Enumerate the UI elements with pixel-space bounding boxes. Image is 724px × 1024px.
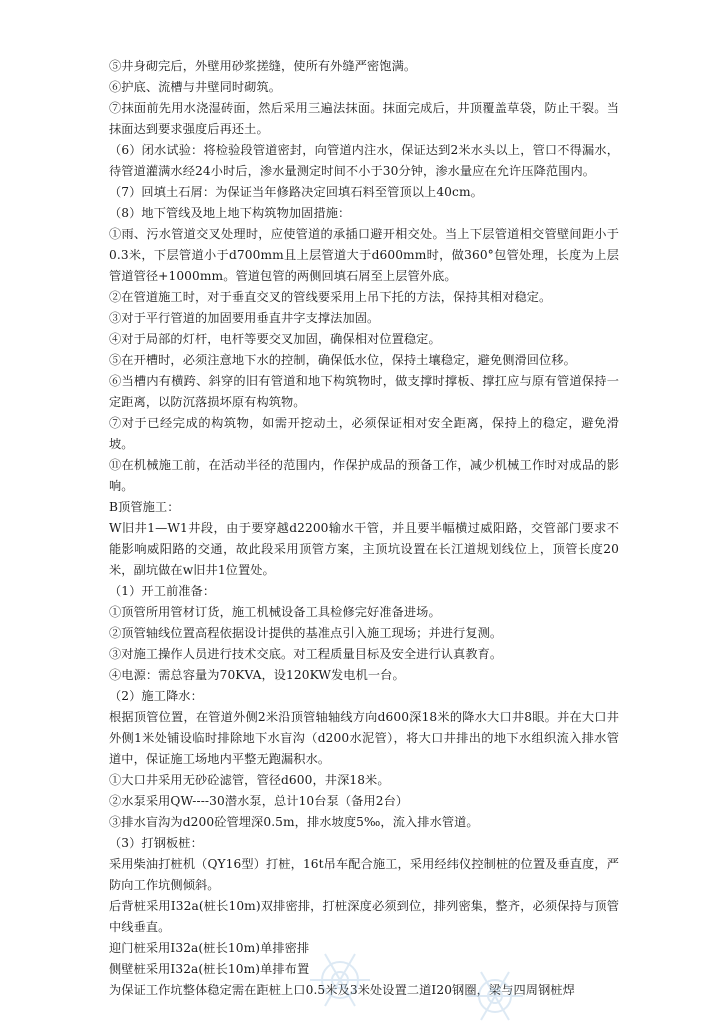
paragraph: （8）地下管线及地上地下构筑物加固措施：	[109, 206, 351, 220]
paragraph: 为保证工作坑整体稳定需在距桩上口0.5米及3米处设置二道Ⅰ20钢圈，梁与四周钢桩焊	[109, 983, 575, 997]
paragraph: B顶管施工：	[109, 500, 180, 514]
paragraph: ③对于平行管道的加固要用垂直井字支撑法加固。	[109, 311, 380, 325]
paragraph: ⑤井身砌完后，外壁用砂浆搓缝，使所有外缝严密饱满。	[109, 59, 417, 73]
paragraph: 采用柴油打桩机（QY16型）打桩，16t吊车配合施工，采用经纬仪控制桩的位置及垂直度，严防向工作坑侧倾斜。	[109, 857, 619, 892]
paragraph: 根据顶管位置，在管道外侧2米沿顶管轴轴线方向d600深18米的降水大口井8眼。并在大口井外侧1米处铺设临时排除地下水盲沟（d200水泥管），将大口井排出的地下水组织流入排水管道中，保证施工场地内平整无跑漏积水。	[109, 710, 619, 766]
paragraph: ⑪在机械施工前，在活动半径的范围内，作保护成品的预备工作，减少机械工作时对成品的影响。	[109, 458, 619, 493]
paragraph: ④对于局部的灯杆，电杆等要交叉加固，确保相对位置稳定。	[109, 332, 441, 346]
paragraph: ⑦抹面前先用水浇湿砖面，然后采用三遍法抹面。抹面完成后，井顶覆盖草袋，防止干裂。当抹面达到要求强度后再还土。	[109, 101, 619, 136]
paragraph: ④电源：需总容量为70KVA，设120KW发电机一台。	[109, 668, 405, 682]
paragraph: 后背桩采用Ⅰ32a(桩长10m)双排密排，打桩深度必须到位，排列密集，整齐，必须保持与顶管中线垂直。	[109, 899, 619, 934]
paragraph: （3）打钢板桩：	[109, 836, 203, 850]
paragraph: （2）施工降水：	[109, 689, 203, 703]
paragraph: ②在管道施工时，对于垂直交叉的管线要采用上吊下托的方法，保持其相对稳定。	[109, 290, 552, 304]
paragraph: （1）开工前准备：	[109, 584, 216, 598]
paragraph: ①大口井采用无砂砼滤管，管径d600，井深18米。	[109, 773, 390, 787]
paragraph: ③对施工操作人员进行技术交底。对工程质量目标及安全进行认真教育。	[109, 647, 503, 661]
paragraph: 侧壁桩采用Ⅰ32a(桩长10m)单排布置	[109, 962, 310, 976]
paragraph: ⑦对于已经完成的构筑物，如需开挖动土，必须保证相对安全距离，保持上的稳定，避免滑坡。	[109, 416, 619, 451]
paragraph: ①顶管所用管材订货，施工机械设备工具检修完好准备进场。	[109, 605, 441, 619]
paragraph: ②顶管轴线位置高程依据设计提供的基准点引入施工现场；并进行复测。	[109, 626, 503, 640]
paragraph: W旧井1—W1井段，由于要穿越d2200输水干管，并且要半幅横过威阳路，交管部门要求不能影响威阳路的交通，故此段采用顶管方案，主顶坑设置在长江道规划线位上，顶管长度20米，副坑做在w旧井1位置处。	[109, 521, 619, 577]
paragraph: ⑤在开槽时，必须注意地下水的控制，确保低水位，保持土壤稳定，避免侧滑回位移。	[109, 353, 576, 367]
paragraph: ①雨、污水管道交叉处理时，应使管道的承插口避开相交处。当上下层管道相交管壁间距小于0.3米，下层管道小于d700mm且上层管道大于d600mm时，做360°包管处理，长度为上层管道管径+1000mm。管道包管的两侧回填石屑至上层管外底。	[109, 227, 619, 283]
paragraph: （6）闭水试验：将检验段管道密封，向管道内注水，保证达到2米水头以上，管口不得漏水，待管道灌满水经24小时后，渗水量测定时间不小于30分钟，渗水量应在允许压降范围内。	[109, 143, 619, 178]
paragraph: ②水泵采用QW----30潜水泵，总计10台泵（备用2台）	[109, 794, 409, 808]
paragraph: 迎门桩采用Ⅰ32a(桩长10m)单排密排	[109, 941, 310, 955]
snowflake-watermark-icon	[300, 930, 540, 1024]
paragraph: ⑥当槽内有横跨、斜穿的旧有管道和地下构筑物时，做支撑时撑板、撑扛应与原有管道保持一定距离，以防沉落损坏原有构筑物。	[109, 374, 619, 409]
paragraph: ⑥护底、流槽与井壁同时砌筑。	[109, 80, 282, 94]
document-body	[109, 56, 619, 1001]
paragraph: ③排水盲沟为d200砼管埋深0.5m，排水坡度5‰，流入排水管道。	[109, 815, 479, 829]
paragraph: （7）回填土石屑：为保证当年修路决定回填石料至管顶以上40cm。	[109, 185, 483, 199]
